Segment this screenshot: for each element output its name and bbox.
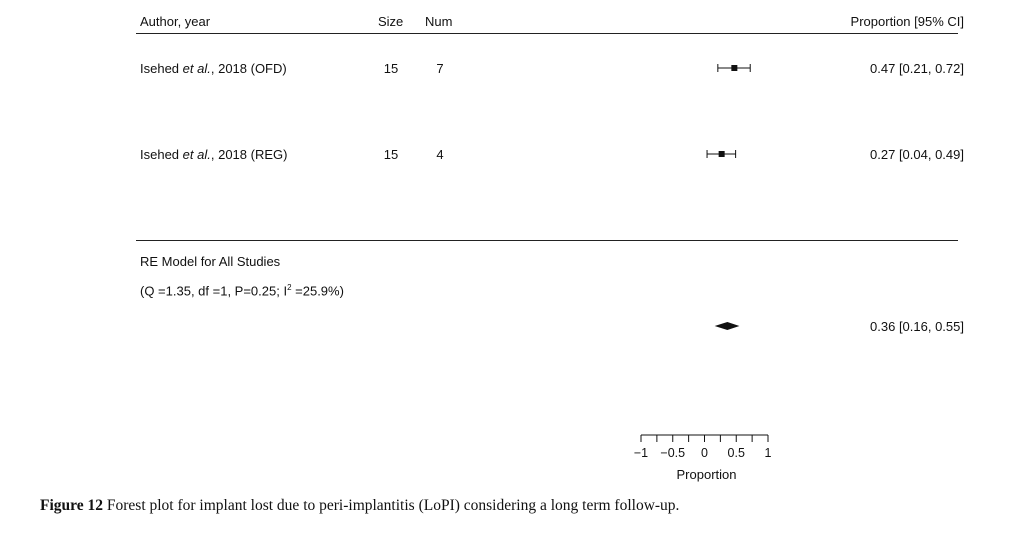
caption-text: Forest plot for implant lost due to peri-implantitis (LoPI) considering a long term follow-up. — [103, 497, 680, 514]
header-proportion: Proportion [95% CI] — [850, 14, 964, 29]
header-size: Size — [378, 14, 404, 29]
summary-label: RE Model for All Studies — [140, 254, 281, 269]
x-axis-title: Proportion — [676, 467, 737, 482]
study-2-author: Isehed — [140, 147, 180, 162]
caption-label: Figure 12 — [40, 497, 103, 514]
summary-stats-suffix: =25.9%) — [291, 283, 344, 299]
x-tick-label: −1 — [633, 446, 649, 460]
study-2-suffix: , 2018 (REG) — [210, 147, 288, 162]
study-1-etal: et al. — [182, 61, 211, 76]
study-1-point — [731, 65, 737, 71]
study-2-etal: et al. — [182, 147, 211, 162]
x-tick-label: 1 — [764, 446, 772, 460]
study-2-ci: 0.27 [0.04, 0.49] — [870, 147, 964, 162]
study-2-size: 15 — [383, 147, 399, 162]
study-1-suffix: , 2018 (OFD) — [210, 61, 287, 76]
header-author: Author, year — [140, 14, 211, 29]
figure-caption — [40, 497, 679, 515]
study-1-size: 15 — [383, 61, 399, 76]
study-1-ci: 0.47 [0.21, 0.72] — [870, 61, 964, 76]
summary-diamond — [715, 322, 740, 330]
study-2-point — [719, 151, 725, 157]
summary-stats-prefix: (Q =1.35, df =1, P=0.25; I — [140, 283, 288, 299]
header-num: Num — [425, 14, 453, 29]
summary-stats-sup: 2 — [287, 283, 292, 292]
study-1-num: 7 — [436, 61, 444, 76]
study-1-author: Isehed — [140, 61, 180, 76]
study-2-num: 4 — [436, 147, 444, 162]
x-tick-label: 0 — [701, 446, 708, 460]
summary-ci: 0.36 [0.16, 0.55] — [870, 319, 964, 334]
x-tick-label: −0.5 — [660, 446, 686, 460]
x-tick-label: 0.5 — [727, 446, 745, 460]
